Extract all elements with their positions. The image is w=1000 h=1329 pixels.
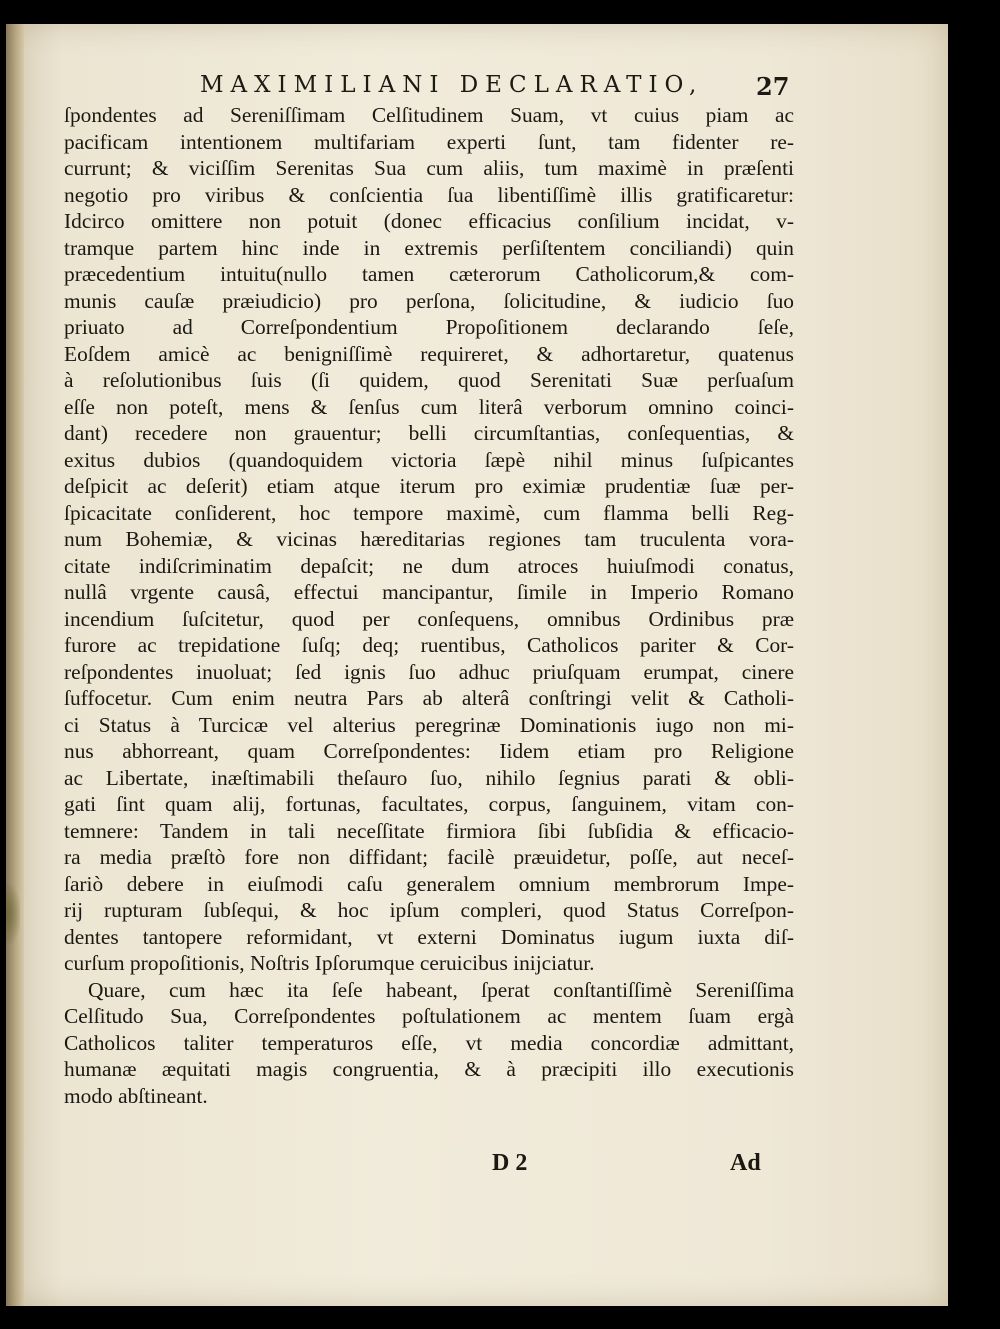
- text-line: Idcirco omittere non potuit (donec efficacius conſilium incidat, v-: [64, 209, 794, 233]
- text-line: ſuffocetur. Cum enim neutra Pars ab alterâ conſtringi velit & Catholi-: [64, 686, 794, 710]
- text-line: currunt; & viciſſim Serenitas Sua cum aliis, tum maximè in præſenti: [64, 156, 794, 180]
- text-line: ſariò debere in eiuſmodi caſu generalem omnium membrorum Impe-: [64, 871, 794, 896]
- text-line: ra media præſtò fore non diffidant; facilè præuidetur, poſſe, aut neceſ-: [64, 845, 794, 869]
- text-line: pacificam intentionem multifariam experti ſunt, tam fidenter re-: [64, 129, 794, 154]
- text-line: humanæ æquitati magis congruentia, & à præcipiti illo executionis: [64, 1057, 794, 1081]
- text-line: à reſolutionibus ſuis (ſi quidem, quod Serenitati Suæ perſuaſum: [64, 368, 794, 392]
- text-line: curſum propoſitionis, Noſtris Ipſorumque ceruicibus inijciatur.: [64, 951, 595, 975]
- text-line: incendium ſuſcitetur, quod per conſequens, omnibus Ordinibus præ: [64, 606, 794, 631]
- page-number: 27: [756, 72, 790, 101]
- text-line: ci Status à Turcicæ vel alterius peregrinæ Dominationis iugo non mi-: [64, 712, 794, 737]
- text-line: num Bohemiæ, & vicinas hæreditarias regiones tam truculenta vora-: [64, 527, 794, 551]
- text-line: modo abſtineant.: [64, 1083, 208, 1108]
- page-binding-edge: [6, 24, 24, 1306]
- text-line: reſpondentes inuoluat; ſed ignis ſuo adhuc priuſquam erumpat, cinere: [64, 659, 794, 684]
- text-line: negotio pro viribus & conſcientia ſua libentiſſimè illis gratificaretur:: [64, 182, 794, 207]
- text-line: nus abhorreant, quam Correſpondentes: Iidem etiam pro Religione: [64, 739, 794, 763]
- text-line: eſſe non poteſt, mens & ſenſus cum literâ verborum omnino coinci-: [64, 394, 794, 419]
- text-line: ac Libertate, inæſtimabili theſauro ſuo, nihilo ſegnius parati & obli-: [64, 765, 794, 790]
- text-line: rij rupturam ſubſequi, & hoc ipſum compleri, quod Status Correſpon-: [64, 898, 794, 922]
- text-line: dant) recedere non grauentur; belli circumſtantias, conſequentias, &: [64, 421, 794, 445]
- text-line: Catholicos taliter temperaturos eſſe, vt media concordiæ admittant,: [64, 1030, 794, 1055]
- text-line: Eoſdem amicè ac benigniſſimè requireret, & adhortaretur, quatenus: [64, 341, 794, 366]
- text-line: tramque partem hinc inde in extremis perſiſtentem conciliandi) quin: [64, 235, 794, 260]
- text-line: priuato ad Correſpondentium Propoſitionem declarando ſeſe,: [64, 315, 794, 339]
- text-line: deſpicit ac deſerit) etiam atque iterum pro eximiæ prudentiæ ſuæ per-: [64, 474, 794, 498]
- text-line: præcedentium intuitu(nullo tamen cæterorum Catholicorum,& com-: [64, 262, 794, 286]
- text-line: temnere: Tandem in tali neceſſitate firmiora ſibi ſubſidia & efficacio-: [64, 818, 794, 843]
- text-line: furore ac trepidatione ſuſq; deq; ruentibus, Catholicos pariter & Cor-: [64, 633, 794, 657]
- catchword: Ad: [730, 1150, 761, 1176]
- running-title: MAXIMILIANI DECLARATIO,: [200, 72, 704, 98]
- text-line: munis cauſæ præiudicio) pro perſona, ſolicitudine, & iudicio ſuo: [64, 288, 794, 313]
- text-line: citate indiſcriminatim depaſcit; ne dum atroces huiuſmodi conatus,: [64, 553, 794, 578]
- text-line: Celſitudo Sua, Correſpondentes poſtulationem ac mentem ſuam ergà: [64, 1004, 794, 1028]
- text-line: ſpicacitate conſiderent, hoc tempore maximè, cum flamma belli Reg-: [64, 500, 794, 525]
- text-line: dentes tantopere reformidant, vt externi Dominatus iugum iuxta diſ-: [64, 924, 794, 949]
- text-line: gati ſint quam alij, fortunas, facultates, corpus, ſanguinem, vitam con-: [64, 792, 794, 816]
- page-stain: [6, 884, 20, 944]
- signature-mark: D 2: [492, 1150, 528, 1176]
- text-line: Quare, cum hæc ita ſeſe habeant, ſperat conſtantiſſimè Sereniſſima: [88, 977, 794, 1002]
- text-line: ſpondentes ad Sereniſſimam Celſitudinem Suam, vt cuius piam ac: [64, 103, 794, 127]
- text-line: nullâ vrgente causâ, effectui mancipantur, ſimile in Imperio Romano: [64, 580, 794, 604]
- text-line: exitus dubios (quandoquidem victoria ſæpè nihil minus ſuſpicantes: [64, 447, 794, 472]
- body-text: [64, 102, 794, 1109]
